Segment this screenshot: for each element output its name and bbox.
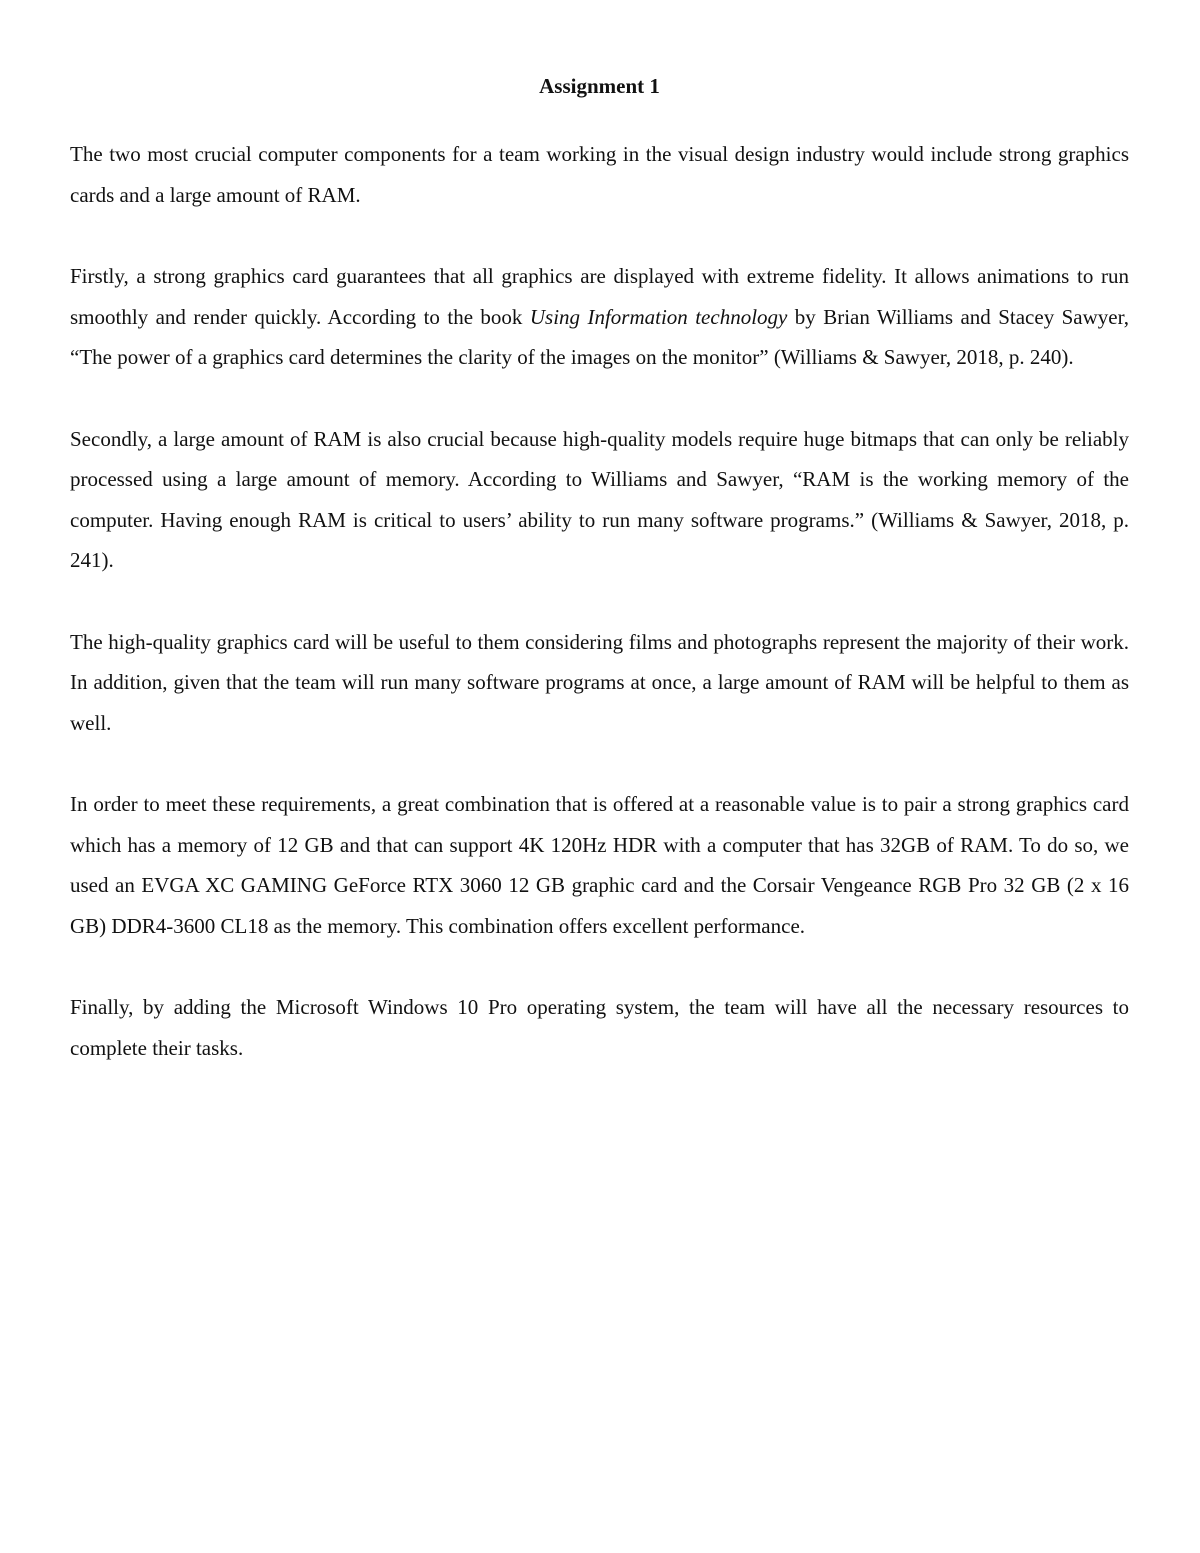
paragraph-graphics-card — [70, 256, 1129, 378]
paragraph-intro: The two most crucial computer components for a team working in the visual design industry would include strong graphics cards and a large amount of RAM. — [70, 142, 1129, 207]
paragraph-combination: In order to meet these requirements, a great combination that is offered at a reasonable value is to pair a strong graphics card which has a memory of 12 GB and that can support 4K 120Hz HDR with a computer that has 32GB of RAM. To do so, we used an EVGA XC GAMING GeForce RTX 3060 12 GB graphic card and the Corsair Vengeance RGB Pro 32 GB (2 x 16 GB) DDR4-3600 CL18 as the memory. This combination offers excellent performance. — [70, 792, 1129, 938]
paragraph-graphics-card-text-2: by Brian Williams and Stacey Sawyer, “The power of a graphics card determines the clarity of the images on the monitor” (Williams & Sawyer, 2018, p. 240). — [70, 304, 1130, 369]
paragraph-ram: Secondly, a large amount of RAM is also crucial because high-quality models require huge bitmaps that can only be reliably processed using a large amount of memory. According to Williams and Sawyer, “RAM is the working memory of the computer. Having enough RAM is critical to users’ ability to run many software programs.” (Williams & Sawyer, 2018, p. 241). — [70, 426, 1129, 572]
document-body — [70, 70, 1129, 1109]
paragraph-conclusion: Finally, by adding the Microsoft Windows 10 Pro operating system, the team will have all the necessary resources to complete their tasks. — [70, 995, 1129, 1060]
paragraph-graphics-card-text-1: Firstly, a strong graphics card guarantees that all graphics are displayed with extreme fidelity. It allows animations to run smoothly and render quickly. According to the book — [70, 264, 1129, 329]
paragraph-usefulness: The high-quality graphics card will be useful to them considering films and photographs represent the majority of their work. In addition, given that the team will run many software programs at once, a large amount of RAM will be helpful to them as well. — [70, 629, 1129, 735]
document-title: Assignment 1 — [539, 74, 660, 98]
book-title: Using Information technology — [529, 304, 788, 329]
